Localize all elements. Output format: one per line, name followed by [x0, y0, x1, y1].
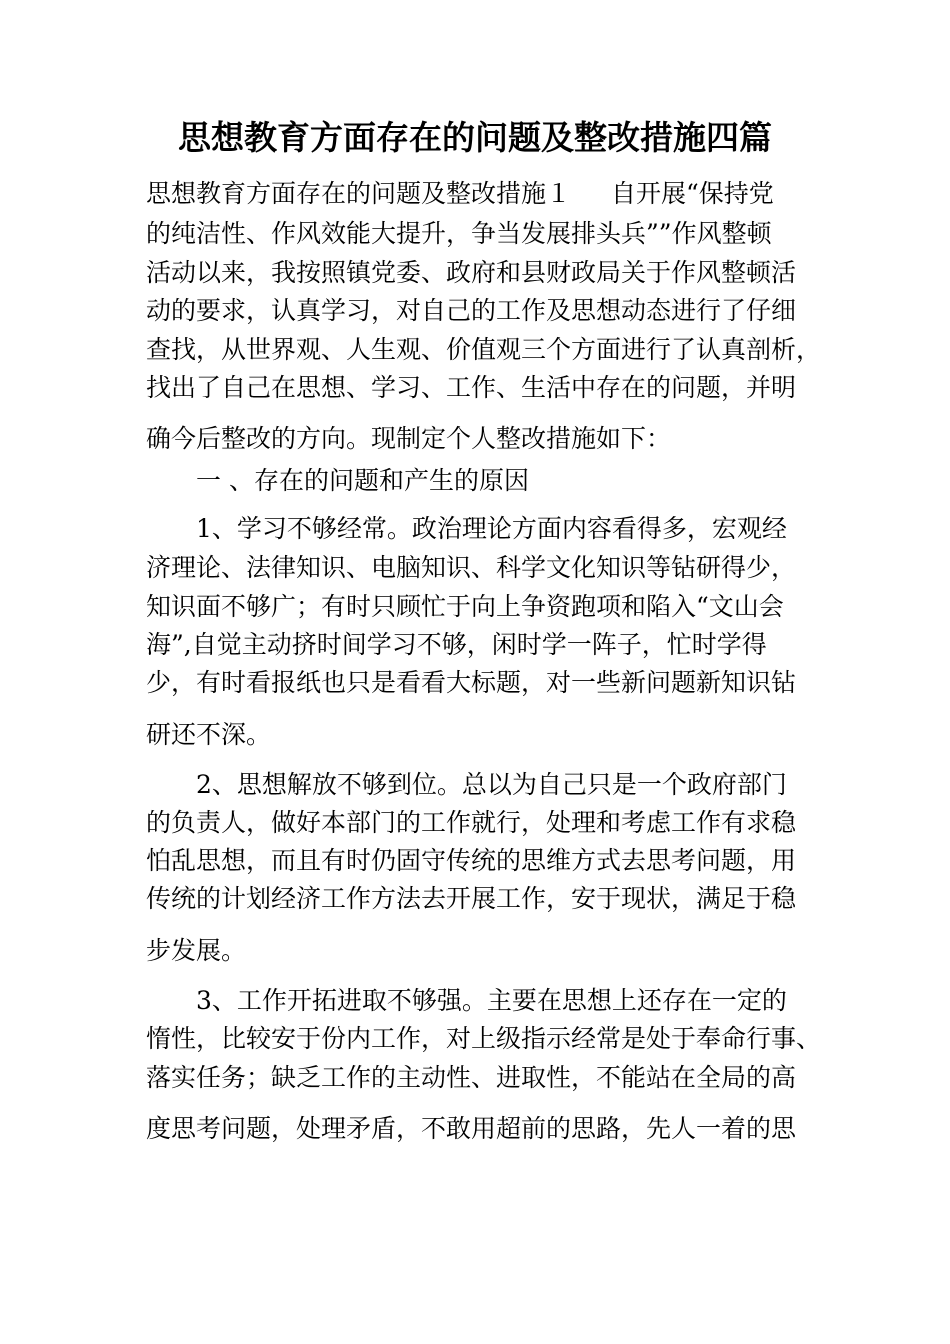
item3-line-3: 落实任务；缺乏工作的主动性、进取性，不能站在全局的高	[146, 1063, 797, 1092]
item1-line-3: 知识面不够广；有时只顾忙于向上争资跑项和陷入“文山会	[146, 592, 784, 621]
intro-line-7: 确今后整改的方向。现制定个人整改措施如下：	[146, 424, 672, 453]
intro-line-1-text: 自开展“保持党	[611, 179, 774, 208]
intro-line-3: 活动以来，我按照镇党委、政府和县财政局关于作风整顿活	[146, 258, 797, 287]
item3-line-4: 度思考问题，处理矛盾，不敢用超前的思路，先人一着的思	[146, 1114, 797, 1143]
item1-line-1: 1、学习不够经常。政治理论方面内容看得多，宏观经	[196, 514, 787, 543]
item2-line-3: 怕乱思想，而且有时仍固守传统的思维方式去思考问题，用	[146, 846, 797, 875]
intro-line-4: 动的要求，认真学习，对自己的工作及思想动态进行了仔细	[146, 296, 797, 325]
item3-line-2: 惰性，比较安于份内工作，对上级指示经常是处于奉命行事、	[146, 1024, 822, 1053]
item2-line-2: 的负责人，做好本部门的工作就行，处理和考虑工作有求稳	[146, 808, 797, 837]
section-heading: 一 、存在的问题和产生的原因	[196, 466, 529, 495]
intro-line-6: 找出了自己在思想、学习、工作、生活中存在的问题，并明	[146, 373, 797, 402]
item1-line-4: 海”,自觉主动挤时间学习不够，闲时学一阵子，忙时学得	[146, 630, 767, 659]
intro-inline-heading: 思想教育方面存在的问题及整改措施１	[146, 179, 572, 208]
intro-line-2: 的纯洁性、作风效能大提升，争当发展排头兵””作风整顿	[146, 219, 772, 248]
document-title: 思想教育方面存在的问题及整改措施四篇	[178, 118, 772, 157]
item1-line-6: 研还不深。	[146, 720, 272, 749]
item2-line-5: 步发展。	[146, 936, 247, 965]
intro-line-1	[146, 176, 774, 212]
item1-line-5: 少，有时看报纸也只是看看大标题，对一些新问题新知识钻	[146, 668, 797, 697]
item2-line-4: 传统的计划经济工作方法去开展工作，安于现状，满足于稳	[146, 884, 797, 913]
item1-line-2: 济理论、法律知识、电脑知识、科学文化知识等钻研得少，	[146, 553, 797, 582]
item2-line-1: 2、思想解放不够到位。总以为自己只是一个政府部门	[196, 770, 787, 799]
item3-line-1: 3、工作开拓进取不够强。主要在思想上还存在一定的	[196, 986, 787, 1015]
intro-line-5: 查找，从世界观、人生观、价值观三个方面进行了认真剖析，	[146, 335, 822, 364]
